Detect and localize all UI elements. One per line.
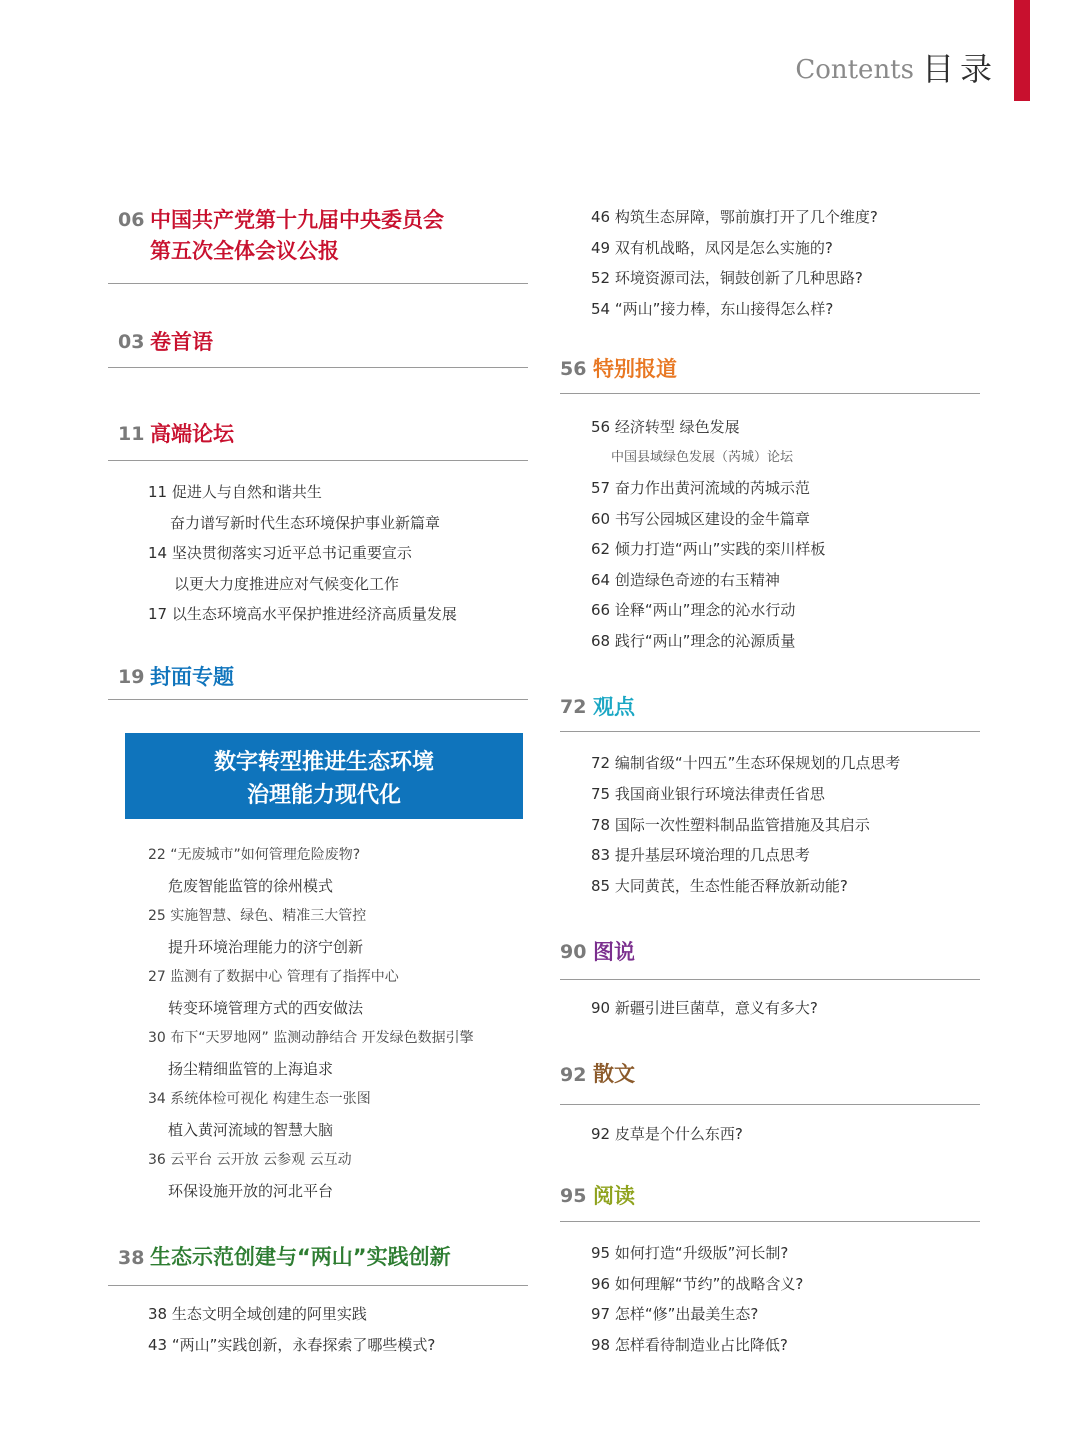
toc-item[interactable]: 90 新疆引进巨菌草，意义有多大?	[591, 999, 818, 1017]
section-56[interactable]	[560, 351, 980, 394]
toc-item-subtitle[interactable]: 植入黄河流域的智慧大脑	[168, 1121, 334, 1139]
toc-item-subtitle[interactable]: 转变环境管理方式的西安做法	[168, 999, 364, 1017]
toc-item[interactable]: 14 坚决贯彻落实习近平总书记重要宣示	[148, 544, 412, 562]
toc-item[interactable]: 85 大同黄芪，生态性能否释放新动能?	[591, 877, 848, 895]
toc-item[interactable]: 25 实施智慧、绿色、精准三大管控	[148, 908, 367, 924]
toc-item[interactable]: 78 国际一次性塑料制品监管措施及其启示	[591, 816, 870, 834]
toc-item[interactable]: 98 怎样看待制造业占比降低?	[591, 1336, 788, 1354]
section-number: 92	[560, 1064, 587, 1086]
section-number: 03	[118, 331, 145, 353]
section-title: 高端论坛	[150, 422, 234, 446]
section-number: 11	[118, 423, 145, 445]
toc-item-subtitle[interactable]: 以更大力度推进应对气候变化工作	[174, 575, 400, 593]
toc-item[interactable]: 27 监测有了数据中心 管理有了指挥中心	[148, 969, 399, 985]
toc-item[interactable]: 66 诠释“两山”理念的沁水行动	[591, 601, 796, 619]
section-number: 56	[560, 358, 587, 380]
section-number: 38	[118, 1247, 145, 1269]
section-title: 散文	[593, 1062, 635, 1086]
contents-title-zh: 目录	[921, 50, 998, 88]
section-number: 72	[560, 696, 587, 718]
toc-item[interactable]: 83 提升基层环境治理的几点思考	[591, 846, 810, 864]
toc-item[interactable]: 34 系统体检可视化 构建生态一张图	[148, 1091, 371, 1107]
toc-item[interactable]: 54 “两山”接力棒，东山接得怎么样?	[591, 300, 834, 318]
toc-item[interactable]: 36 云平台 云开放 云参观 云互动	[148, 1152, 352, 1168]
toc-item[interactable]: 60 书写公园城区建设的金牛篇章	[591, 510, 810, 528]
section-72[interactable]	[560, 689, 980, 732]
section-38[interactable]	[108, 1238, 528, 1286]
section-title: 图说	[593, 940, 635, 964]
toc-item[interactable]: 64 创造绿色奇迹的右玉精神	[591, 571, 780, 589]
section-title: 阅读	[593, 1184, 635, 1208]
section-title: 卷首语	[150, 330, 213, 354]
toc-item[interactable]: 52 环境资源司法，铜鼓创新了几种思路?	[591, 269, 863, 287]
section-title: 封面专题	[150, 665, 234, 689]
section-19[interactable]	[108, 661, 528, 700]
toc-item-subtitle[interactable]: 环保设施开放的河北平台	[168, 1182, 334, 1200]
contents-title-en: Contents	[795, 55, 914, 85]
toc-item[interactable]: 46 构筑生态屏障，鄂前旗打开了几个维度?	[591, 208, 878, 226]
toc-item-subtitle[interactable]: 危废智能监管的徐州模式	[168, 877, 334, 895]
toc-item[interactable]: 38 生态文明全域创建的阿里实践	[148, 1305, 367, 1323]
section-03[interactable]	[108, 324, 528, 368]
section-95[interactable]	[560, 1180, 980, 1222]
section-92[interactable]	[560, 1056, 980, 1105]
toc-item[interactable]: 56 经济转型 绿色发展	[591, 418, 740, 436]
feature-title-line1: 数字转型推进生态环境	[213, 750, 434, 775]
toc-item[interactable]: 92 皮草是个什么东西?	[591, 1125, 743, 1143]
toc-item-subtitle[interactable]: 中国县域绿色发展（芮城）论坛	[611, 450, 794, 465]
section-number: 95	[560, 1185, 587, 1207]
accent-bar	[1014, 0, 1030, 101]
section-11[interactable]	[108, 416, 528, 461]
toc-item[interactable]: 22 “无废城市”如何管理危险废物?	[148, 847, 361, 863]
toc-item[interactable]: 49 双有机战略，凤冈是怎么实施的?	[591, 239, 833, 257]
cover-feature-banner[interactable]	[125, 733, 523, 819]
toc-item-subtitle[interactable]: 奋力谱写新时代生态环境保护事业新篇章	[170, 514, 441, 532]
toc-item-subtitle[interactable]: 扬尘精细监管的上海追求	[168, 1060, 334, 1078]
toc-item-subtitle[interactable]: 提升环境治理能力的济宁创新	[168, 938, 364, 956]
toc-item[interactable]: 11 促进人与自然和谐共生	[148, 483, 322, 501]
toc-item[interactable]: 30 布下“天罗地网” 监测动静结合 开发绿色数据引擎	[148, 1030, 474, 1046]
toc-item[interactable]: 75 我国商业银行环境法律责任省思	[591, 785, 825, 803]
section-number: 19	[118, 666, 145, 688]
toc-item[interactable]: 62 倾力打造“两山”实践的栾川样板	[591, 540, 826, 558]
toc-item[interactable]: 17 以生态环境高水平保护推进经济高质量发展	[148, 605, 457, 623]
section-title-line2: 第五次全体会议公报	[150, 239, 339, 263]
toc-item[interactable]: 72 编制省级“十四五”生态环保规划的几点思考	[591, 754, 901, 772]
section-number: 06	[118, 209, 145, 231]
toc-item[interactable]: 57 奋力作出黄河流域的芮城示范	[591, 479, 810, 497]
toc-item[interactable]: 96 如何理解“节约”的战略含义?	[591, 1275, 804, 1293]
toc-item[interactable]: 68 践行“两山”理念的沁源质量	[591, 632, 796, 650]
section-title: 生态示范创建与“两山”实践创新	[150, 1245, 451, 1269]
section-number: 90	[560, 941, 587, 963]
section-90[interactable]	[560, 934, 980, 980]
section-title-line1: 中国共产党第十九届中央委员会	[150, 208, 444, 232]
toc-item[interactable]: 43 “两山”实践创新，永春探索了哪些模式?	[148, 1336, 436, 1354]
toc-item[interactable]: 95 如何打造“升级版”河长制?	[591, 1244, 789, 1262]
section-06[interactable]	[108, 200, 528, 284]
feature-title-line2: 治理能力现代化	[246, 783, 401, 808]
contents-header	[795, 44, 998, 90]
section-title: 观点	[593, 695, 635, 719]
toc-item[interactable]: 97 怎样“修”出最美生态?	[591, 1305, 759, 1323]
section-title: 特别报道	[593, 357, 677, 381]
